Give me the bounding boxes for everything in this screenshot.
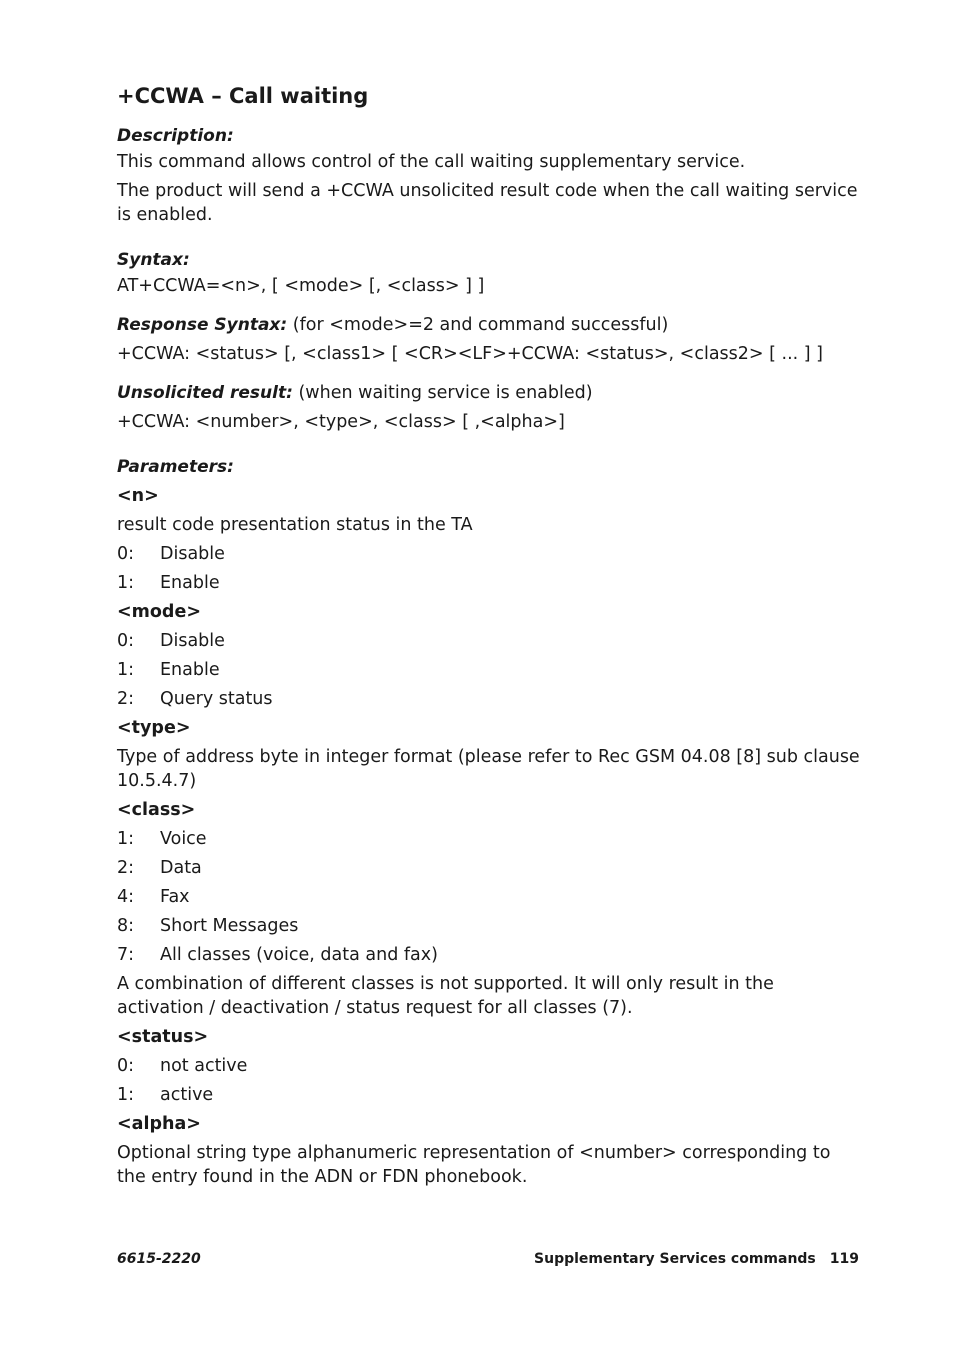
response-syntax-note: (for <mode>=2 and command successful) — [292, 315, 669, 335]
footer-section — [534, 1251, 859, 1267]
param-n-desc: result code presentation status in the TA — [117, 515, 473, 535]
footer-doc-number: 6615-2220 — [117, 1251, 201, 1267]
unsolicited-result-line — [117, 381, 862, 405]
param-n-name: <n> — [117, 486, 159, 506]
syntax-heading: Syntax: — [117, 250, 190, 270]
response-syntax-heading: Response Syntax: — [117, 315, 288, 335]
unsolicited-result-text: +CCWA: <number>, <type>, <class> [ ,<alpha>] — [117, 412, 565, 432]
unsolicited-result-note: (when waiting service is enabled) — [298, 383, 593, 403]
list-item: 7: All classes (voice, data and fax) — [117, 945, 438, 965]
footer-section-title: Supplementary Services commands — [534, 1251, 816, 1267]
param-class-note: A combination of different classes is not supported. It will only result in the activation / deactivation / status request for all classes (7). — [117, 974, 774, 1018]
list-item: 2: Query status — [117, 689, 273, 709]
param-type-name: <type> — [117, 718, 191, 738]
list-item: 1: Enable — [117, 660, 220, 680]
page-footer — [117, 1251, 859, 1271]
param-alpha-name: <alpha> — [117, 1114, 201, 1134]
list-item: 0: Disable — [117, 631, 225, 651]
footer-page-number: 119 — [829, 1251, 859, 1267]
description-heading: Description: — [117, 126, 234, 146]
syntax-text: AT+CCWA=<n>, [ <mode> [, <class> ] ] — [117, 276, 485, 296]
response-syntax-line — [117, 313, 862, 337]
description-paragraph-1: This command allows control of the call waiting supplementary service. — [117, 152, 746, 172]
param-mode-name: <mode> — [117, 602, 201, 622]
description-paragraph-2: The product will send a +CCWA unsolicited result code when the call waiting service is enabled. — [117, 181, 858, 225]
list-item: 1: Voice — [117, 829, 207, 849]
param-alpha-desc: Optional string type alphanumeric representation of <number> corresponding to the entry found in the ADN or FDN phonebook. — [117, 1143, 831, 1187]
unsolicited-result-heading: Unsolicited result: — [117, 383, 293, 403]
param-class-name: <class> — [117, 800, 196, 820]
param-type-desc: Type of address byte in integer format (please refer to Rec GSM 04.08 [8] sub clause 10.5.4.7) — [117, 747, 860, 791]
list-item: 1: active — [117, 1085, 214, 1105]
list-item: 4: Fax — [117, 887, 190, 907]
parameters-heading: Parameters: — [117, 457, 234, 477]
list-item: 1: Enable — [117, 573, 220, 593]
list-item: 0: Disable — [117, 544, 225, 564]
response-syntax-text: +CCWA: <status> [, <class1> [ <CR><LF>+CCWA: <status>, <class2> [ ... ] ] — [117, 344, 824, 364]
list-item: 8: Short Messages — [117, 916, 299, 936]
list-item: 2: Data — [117, 858, 202, 878]
param-status-name: <status> — [117, 1027, 209, 1047]
page-content — [117, 82, 862, 1194]
page-title: +CCWA – Call waiting — [117, 84, 369, 108]
list-item: 0: not active — [117, 1056, 248, 1076]
